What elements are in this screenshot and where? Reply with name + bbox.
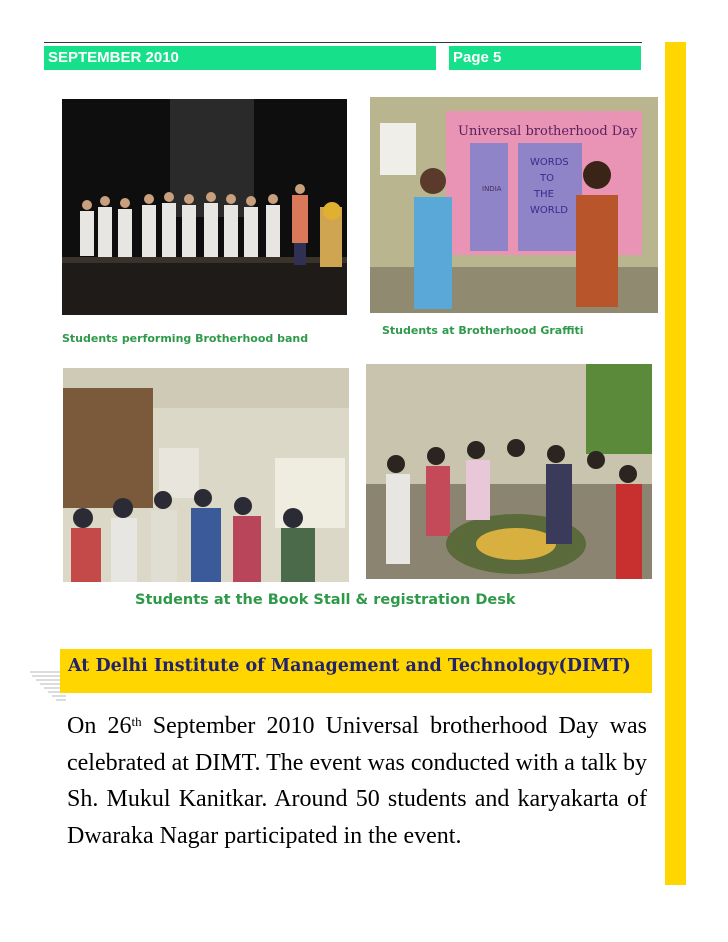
graffiti-word-1: WORDS xyxy=(530,157,569,168)
article-ordinal: th xyxy=(131,714,142,729)
book-stall-image xyxy=(63,368,349,582)
registration-desk-image xyxy=(366,364,652,579)
graffiti-title: Universal brotherhood Day xyxy=(458,124,638,139)
photo-brotherhood-band xyxy=(62,99,347,315)
header-rule xyxy=(44,42,642,43)
graffiti-map-label: INDIA xyxy=(482,185,502,193)
caption-brotherhood-graffiti: Students at Brotherhood Graffiti xyxy=(382,324,584,337)
yellow-side-bar xyxy=(665,42,686,885)
stage-performance-image xyxy=(62,99,347,315)
caption-brotherhood-band: Students performing Brotherhood band xyxy=(62,332,309,345)
article-rest: September 2010 Universal brotherhood Day was celebrated at DIMT. The event was conducted with a talk by Sh. Mukul Kanitkar. Around 50 students and karyakarta of Dwaraka Nagar participated in the event. xyxy=(67,713,647,849)
article-lead: On 26 xyxy=(67,713,132,739)
photo-registration-desk xyxy=(366,364,652,579)
graffiti-word-4: WORLD xyxy=(530,205,568,216)
caption-book-stall: Students at the Book Stall & registration Desk xyxy=(135,592,516,608)
photo-brotherhood-graffiti xyxy=(370,97,658,313)
dimt-banner-title: At Delhi Institute of Management and Technology(DIMT) xyxy=(68,656,631,676)
graffiti-word-3: THE xyxy=(534,189,554,200)
photo-book-stall xyxy=(63,368,349,582)
issue-date-header: SEPTEMBER 2010 xyxy=(44,46,436,70)
article-body xyxy=(67,708,647,854)
graffiti-word-2: TO xyxy=(540,173,554,184)
page-number-header: Page 5 xyxy=(449,46,641,70)
graffiti-board-image xyxy=(370,97,658,313)
